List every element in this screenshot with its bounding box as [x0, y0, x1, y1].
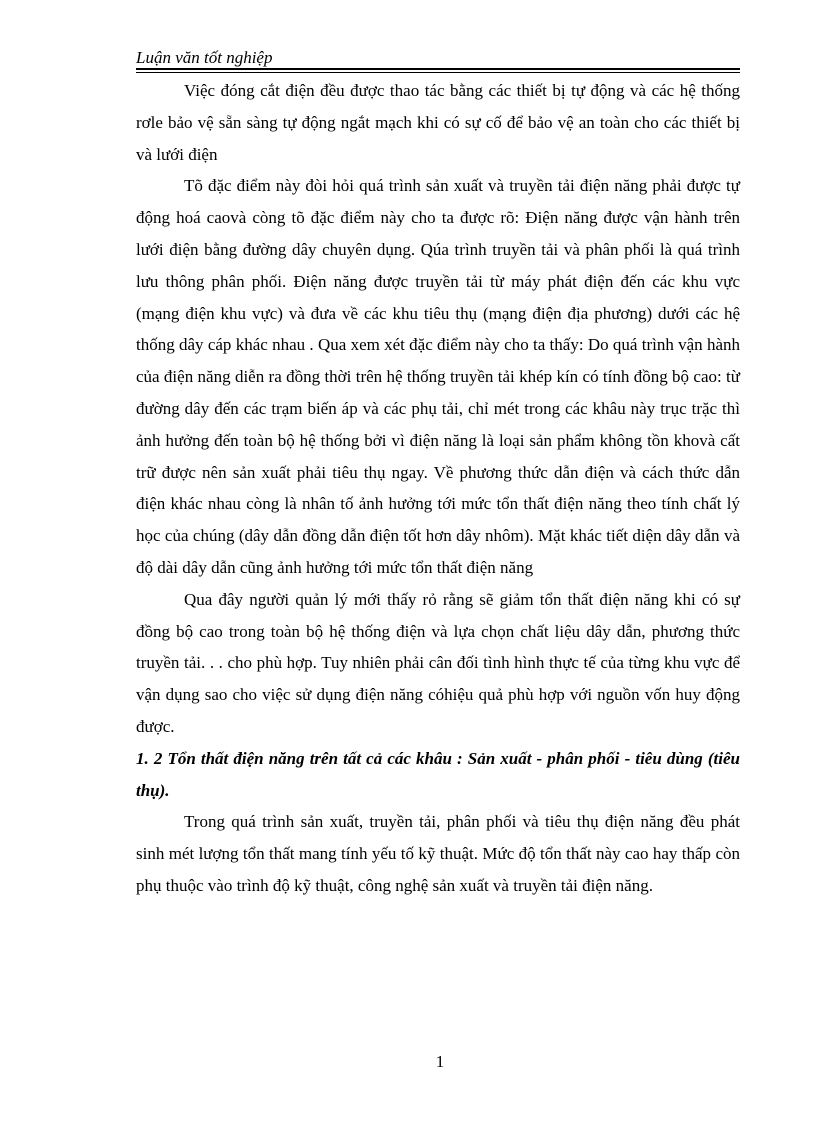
- header-rule: [136, 68, 740, 73]
- document-body: [136, 75, 740, 902]
- running-header: Luận văn tốt nghiệp: [136, 48, 273, 67]
- page-number: 1: [435, 1052, 445, 1071]
- section-heading: 1. 2 Tổn thất điện năng trên tất cả các khâu : Sản xuất - phân phối - tiêu dùng (tiêu thụ).: [136, 748, 740, 800]
- paragraph-2: Tõ đặc điểm này đòi hỏi quá trình sản xuất và truyền tải điện năng phải được tự động hoá caovà còng tõ đặc điểm này cho ta được rõ: Điện năng được vận hành trên lưới điện bằng đường dây chuyên dụng. Qúa trình truyền tải và phân phối là quá trình lưu thông phân phối. Điện năng được truyền tải từ máy phát điện đến các khu vực (mạng điện khu vực) và đưa về các khu tiêu thụ (mạng điện địa phương) dưới các hệ thống dây cáp khác nhau . Qua xem xét đặc điểm này cho ta thấy: Do quá trình vận hành của điện năng diễn ra đồng thời trên hệ thống truyền tải khép kín có tính đồng bộ cao: từ đường dây đến các trạm biến áp và các phụ tải, chỉ mét trong các khâu này trục trặc thì ảnh hưởng đến toàn bộ hệ thống bởi vì điện năng là loại sản phẩm không tồn khovà cất trữ được nên sản xuất phải tiêu thụ ngay. Về phương thức dẫn điện và cách thức dẫn điện khác nhau còng là nhân tố ảnh hưởng tới mức tổn thất điện năng theo tính chất lý học của chúng (dây dẫn đồng dẫn điện tốt hơn dây nhôm). Mặt khác tiết diện dây dẫn và độ dài dây dẫn cũng ảnh hưởng tới mức tổn thất điện năng: [136, 176, 740, 577]
- paragraph-4: Trong quá trình sản xuất, truyền tải, phân phối và tiêu thụ điện năng đều phát sinh mét lượng tổn thất mang tính yếu tố kỹ thuật. Mức độ tổn thất này cao hay thấp còn phụ thuộc vào trình độ kỹ thuật, công nghệ sản xuất và truyền tải điện năng.: [136, 812, 740, 895]
- paragraph-3: Qua đây người quản lý mới thấy rỏ rằng sẽ giảm tổn thất điện năng khi có sự đồng bộ cao trong toàn bộ hệ thống điện và lựa chọn chất liệu dây dẫn, phương thức truyền tải. . . cho phù hợp. Tuy nhiên phải cân đối tình hình thực tế của từng khu vực để vận dụng sao cho việc sử dụng điện năng cóhiệu quả phù hợp với nguồn vốn huy động được.: [136, 589, 740, 736]
- paragraph-1: Việc đóng cắt điện đều được thao tác bằng các thiết bị tự động và các hệ thống rơle bảo vệ sẵn sàng tự động ngắt mạch khi có sự cố để bảo vệ an toàn cho các thiết bị và lưới điện: [136, 81, 740, 164]
